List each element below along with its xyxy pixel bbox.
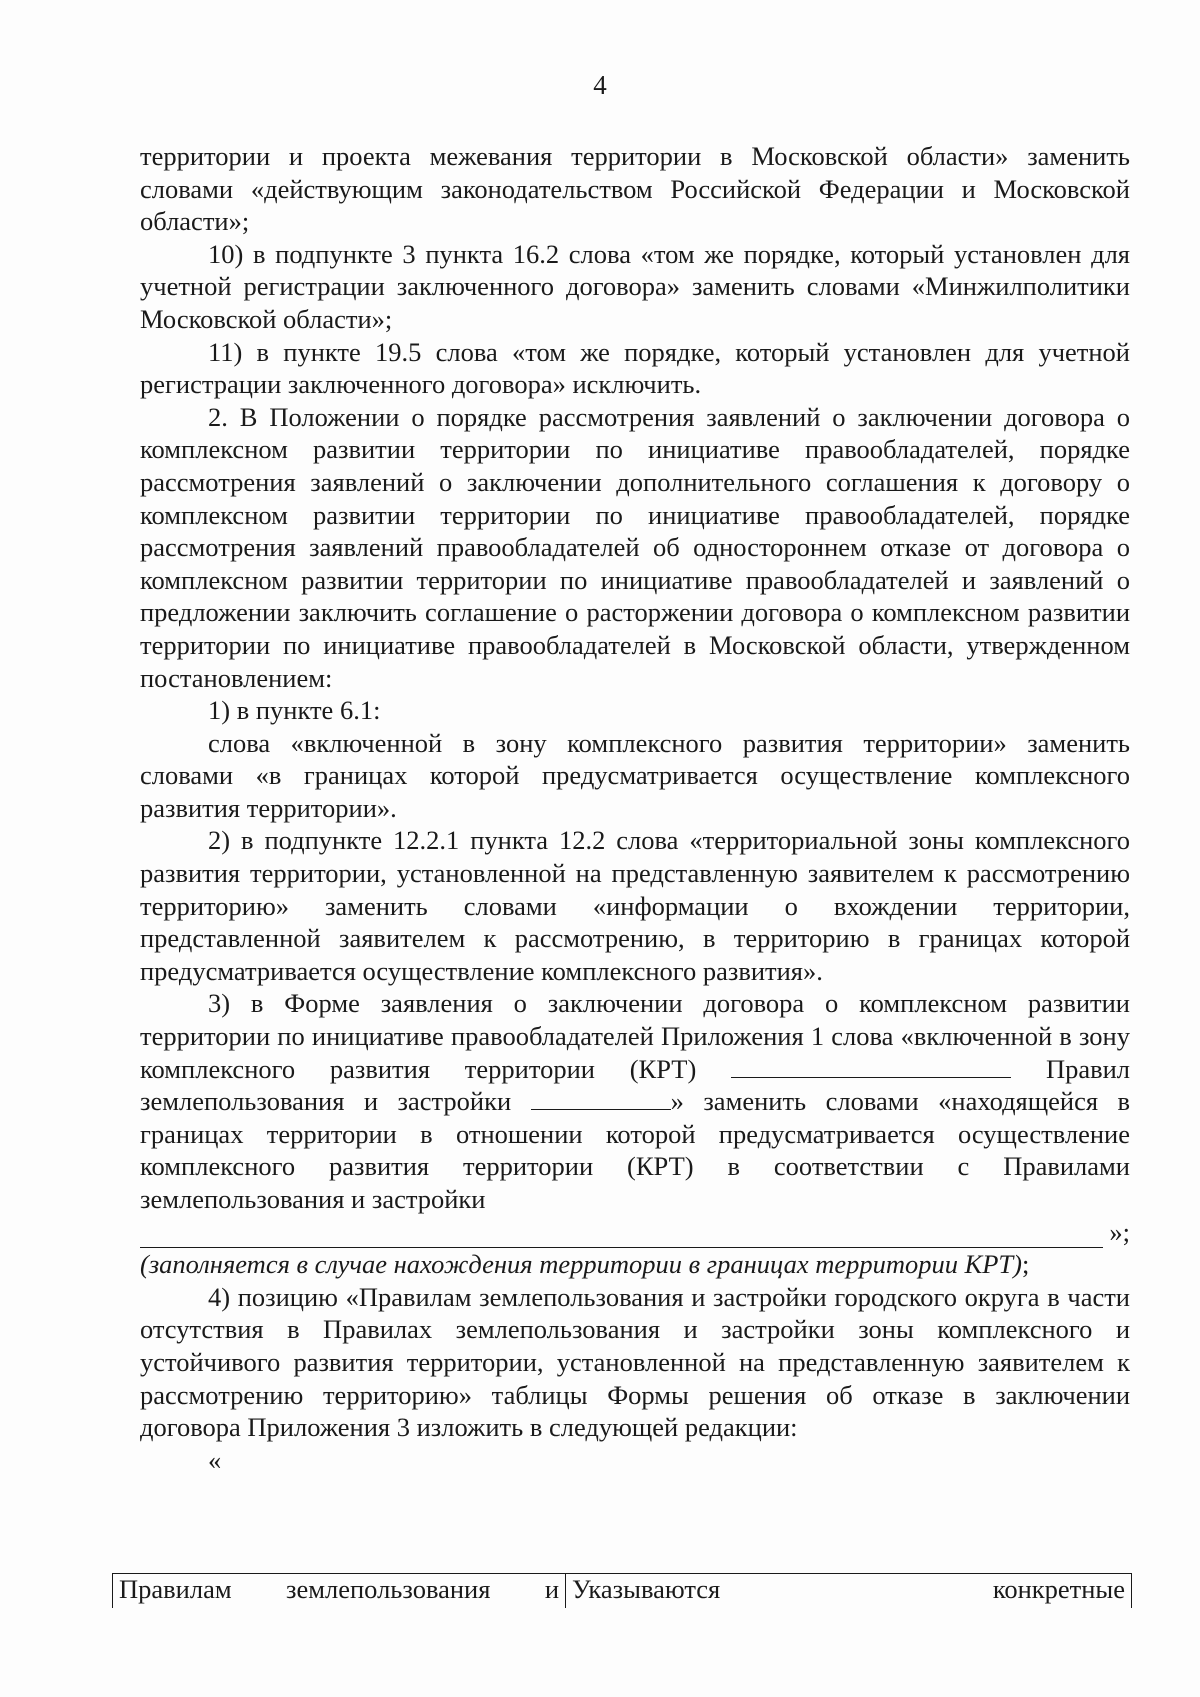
paragraph-item-1: 1) в пункте 6.1: bbox=[208, 695, 381, 726]
cell-word: конкретные bbox=[992, 1574, 1125, 1604]
blank-full-row bbox=[140, 1216, 1130, 1249]
italic-note-line bbox=[140, 1248, 1130, 1281]
cell-word: Правилам bbox=[119, 1574, 232, 1604]
item-3-text-part3: » заменить словами «находящейся в границах территории в отношении которой предусматривается осуществление комплексного развития территории (КРТ) в соответствии с Правилами землепользования и застройки bbox=[140, 1086, 1131, 1214]
table-row bbox=[113, 1574, 1132, 1609]
table bbox=[112, 1573, 1132, 1608]
paragraph-item-2: 2) в подпункте 12.2.1 пункта 12.2 слова «территориальной зоны комплексного развития территории, установленной на представленную заявителем к рассмотрению территорию» заменить словами «информации о вхождении территории, представленной заявителем к рассмотрению, в территорию в границах которой предусматривается осуществление комплексного развития». bbox=[140, 825, 1130, 986]
italic-note-tail: ; bbox=[1021, 1249, 1030, 1280]
item-3-text-part2: Правил землепользования и застройки bbox=[140, 1053, 1131, 1117]
blank-line-rules bbox=[531, 1087, 671, 1110]
paragraph-item-1-text: слова «включенной в зону комплексного развития территории» заменить словами «в границах которой предусматривается осуществление комплексного развития территории». bbox=[140, 727, 1130, 823]
paragraph-item-4: 4) позицию «Правилам землепользования и застройки городского округа в части отсутствия в Правилах землепользования и застройки зоны комплексного и устойчивого развития территории, установленной на представленную заявителем к рассмотрению территорию» таблицы Формы решения об отказе в заключении договора Приложения 3 изложить в следующей редакции: bbox=[140, 1281, 1130, 1443]
paragraph-item-3 bbox=[140, 987, 1130, 1215]
paragraph-item-11: 11) в пункте 19.5 слова «том же порядке, который установлен для учетной регистрации заключенного договора» исключить. bbox=[140, 336, 1130, 400]
paragraph-continuation: территории и проекта межевания территории в Московской области» заменить словами «действующим законодательством Российской Федерации и Московской области»; bbox=[140, 141, 1130, 237]
page-number: 4 bbox=[593, 70, 607, 100]
amendment-table bbox=[112, 1573, 1132, 1608]
cell-word: Указываются bbox=[572, 1574, 721, 1604]
blank-line-krt bbox=[731, 1055, 1011, 1078]
table-cell-left bbox=[113, 1574, 566, 1609]
cell-word: и bbox=[544, 1574, 559, 1604]
open-quote: « bbox=[208, 1444, 222, 1475]
document-body bbox=[140, 140, 1130, 1476]
cell-word: землепользования bbox=[286, 1574, 491, 1604]
item-3-text-part1: 3) в Форме заявления о заключении договора о комплексном развитии территории по инициативе правообладателей Приложения 1 слова «включенной в зону комплексного развития территории (КРТ) bbox=[140, 988, 1130, 1084]
blank-line-full bbox=[140, 1223, 1103, 1248]
paragraph-section-2: 2. В Положении о порядке рассмотрения заявлений о заключении договора о комплексном развитии территории по инициативе правообладателей, порядке рассмотрения заявлений о заключении дополнительного соглашения к договору о комплексном развитии территории по инициативе правообладателей, порядке рассмотрения заявлений правообладателей об одностороннем отказе от договора о комплексном развитии территории по инициативе правообладателей и заявлений о предложении заключить соглашение о расторжении договора о комплексном развитии территории по инициативе правообладателей в Московской области, утвержденном постановлением: bbox=[140, 401, 1130, 693]
italic-note: (заполняется в случае нахождения территории в границах территории КРТ) bbox=[140, 1249, 1022, 1280]
closing-quote: »; bbox=[1109, 1216, 1130, 1247]
paragraph-item-10: 10) в подпункте 3 пункта 16.2 слова «том же порядке, который установлен для учетной регистрации заключенного договора» заменить словами «Минжилполитики Московской области»; bbox=[140, 238, 1130, 334]
table-cell-right bbox=[566, 1574, 1132, 1609]
